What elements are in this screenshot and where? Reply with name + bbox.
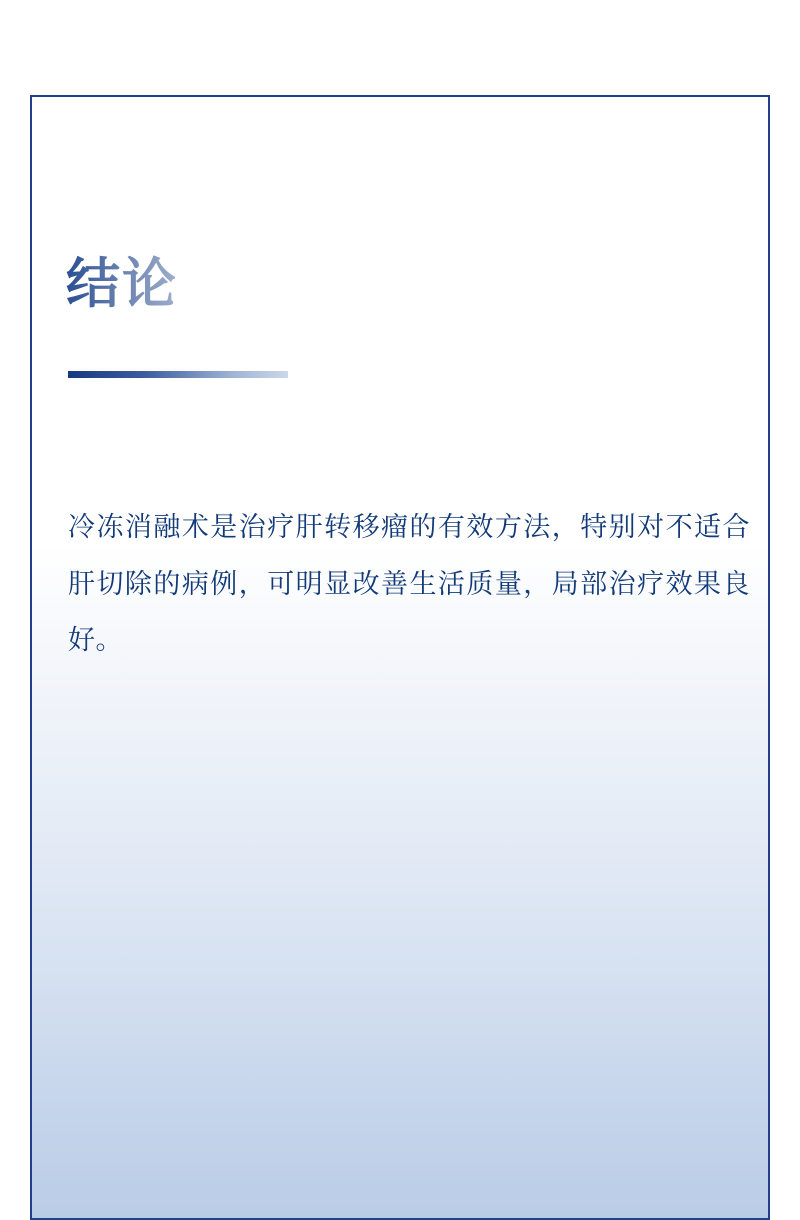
conclusion-paragraph: 冷冻消融术是治疗肝转移瘤的有效方法，特别对不适合肝切除的病例，可明显改善生活质量，局部治疗效果良好。 — [68, 512, 750, 656]
slide-card — [30, 95, 770, 1220]
slide-content — [66, 97, 750, 1218]
title-underline-divider — [68, 371, 288, 378]
page-title: 结论 — [66, 254, 178, 315]
